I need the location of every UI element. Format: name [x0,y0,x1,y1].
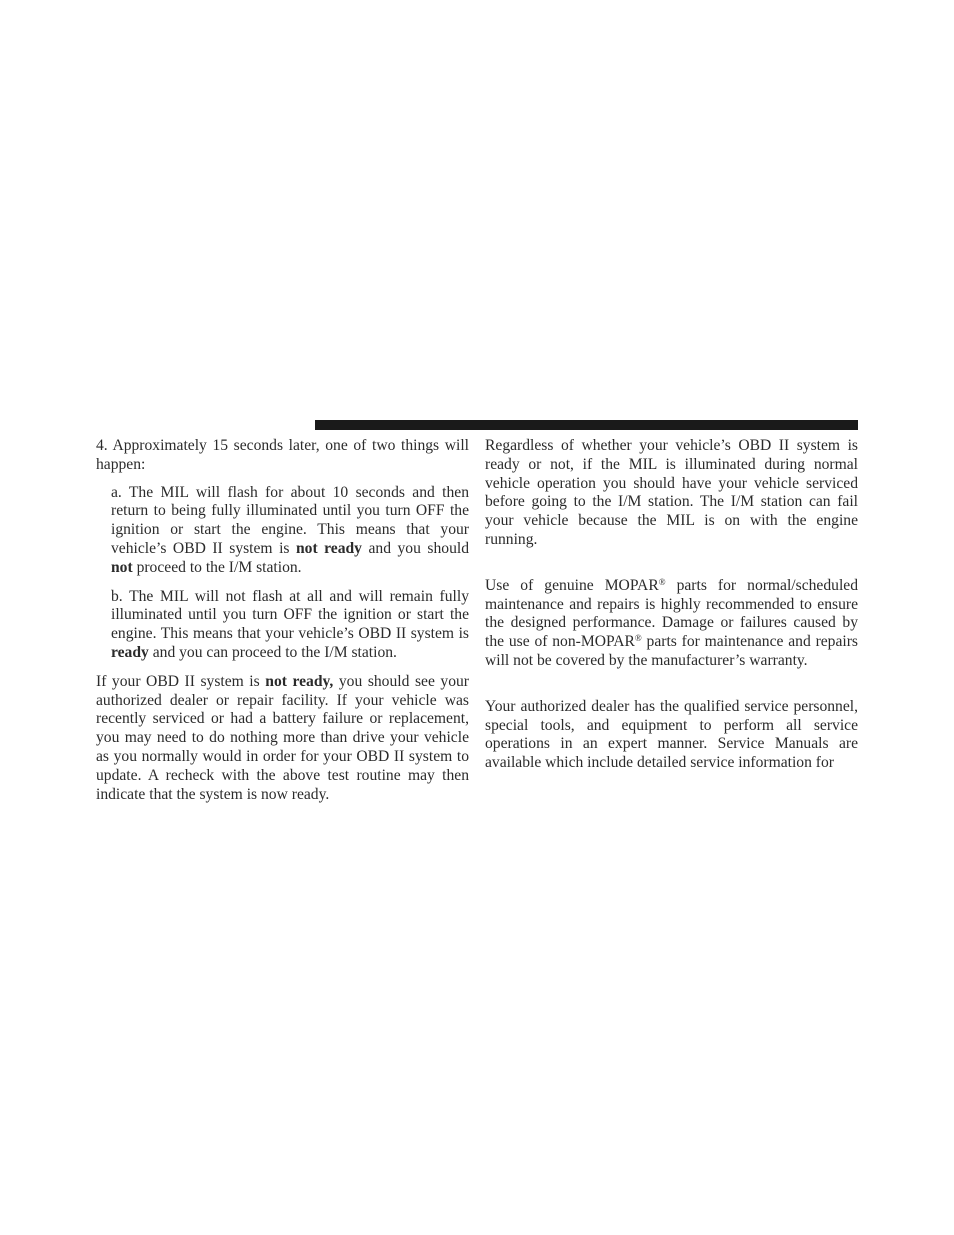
not-ready-paragraph: If your OBD II system is not ready, you should see your authorized dealer or repair facility. If your vehicle was recently serviced or had a battery failure or replacement, you may need to do nothing more than drive your vehicle as you normally would in order for your OBD II system to update. A recheck with the above test routine may then indicate that the system is now ready. [96,672,469,803]
item-a-text: a. The MIL will flash for about 10 seconds and then return to being fully illuminated until you turn OFF the ignition or start the engine. This means that your vehicle’s OBD II system is not ready and you should not proceed to the I/M station. [111,483,469,576]
dealer-paragraph: Your authorized dealer has the qualified service personnel, special tools, and equipment to perform all service operations in an expert manner. Service Manuals are available which include detailed service information for [485,697,858,772]
right-column [485,437,858,773]
step-4-text: 4. Approximately 15 seconds later, one of two things will happen: [96,437,469,473]
item-b-text: b. The MIL will not flash at all and will remain fully illuminated until you turn OFF the ignition or start the engine. This means that your vehicle’s OBD II system is ready and you can proceed to the I/M station. [111,587,469,661]
mopar-paragraph: Use of genuine MOPAR® parts for normal/scheduled maintenance and repairs is highly recommended to ensure the designed performance. Damage or failures caused by the use of non-MOPAR® parts for maintenance and repairs will not be covered by the manufacturer’s warranty. [485,576,858,669]
registered-mark: ® [658,576,666,587]
registered-mark: ® [634,633,642,644]
left-column [96,437,469,804]
section-header-bar [315,420,858,430]
mil-paragraph: Regardless of whether your vehicle’s OBD II system is ready or not, if the MIL is illuminated during normal vehicle operation you should have your vehicle serviced before going to the I/M station. The I/M station can fail your vehicle because the MIL is on with the engine running. [485,437,858,548]
